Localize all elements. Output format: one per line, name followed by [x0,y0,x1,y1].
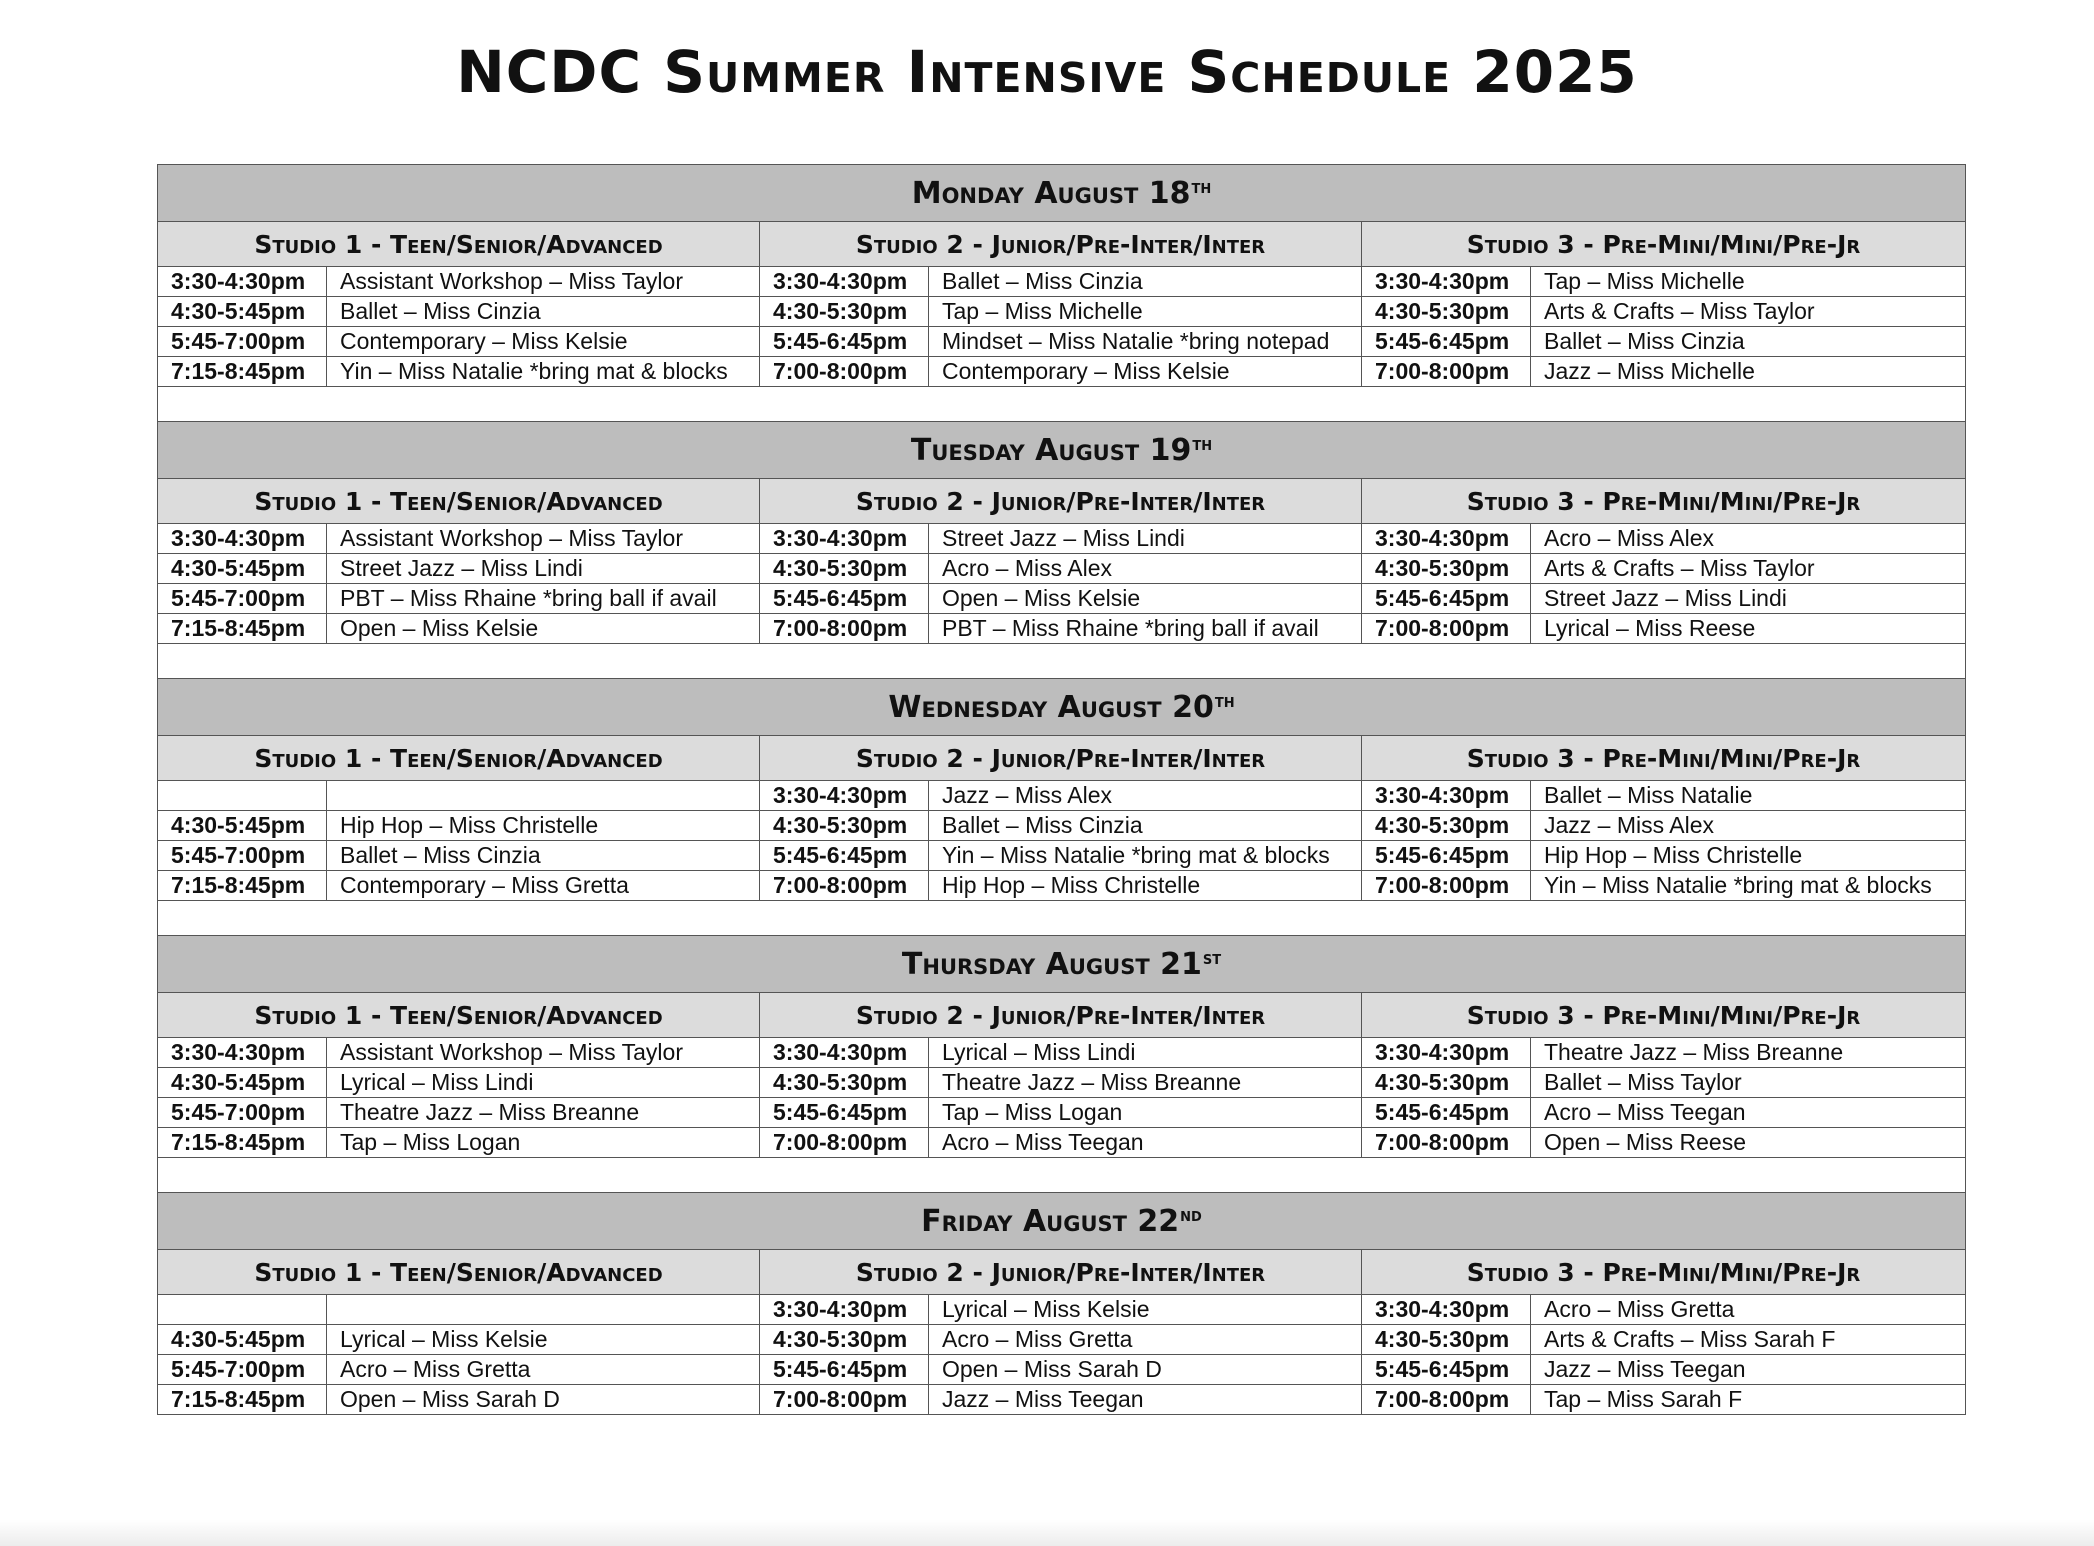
class-time: 3:30-4:30pm [1362,1295,1531,1325]
class-name: Ballet – Miss Natalie [1531,781,1966,811]
studio-header-row [158,1250,1966,1295]
class-name: Tap – Miss Michelle [1531,267,1966,297]
class-row [158,1295,1966,1325]
class-name: Contemporary – Miss Gretta [327,871,760,901]
studio-header-3: Studio 3 - Pre-Mini/Mini/Pre-Jr [1362,736,1966,781]
class-name: Yin – Miss Natalie *bring mat & blocks [327,357,760,387]
class-time: 5:45-6:45pm [1362,327,1531,357]
class-name: Arts & Crafts – Miss Taylor [1531,554,1966,584]
day-header [158,1193,1966,1250]
class-name: Assistant Workshop – Miss Taylor [327,524,760,554]
class-name: Ballet – Miss Cinzia [327,297,760,327]
class-name: Arts & Crafts – Miss Taylor [1531,297,1966,327]
class-time: 4:30-5:30pm [760,1068,929,1098]
class-name: Acro – Miss Gretta [1531,1295,1966,1325]
class-time: 5:45-6:45pm [1362,1355,1531,1385]
class-name: Mindset – Miss Natalie *bring notepad [929,327,1362,357]
studio-header-1: Studio 1 - Teen/Senior/Advanced [158,1250,760,1295]
day-header [158,936,1966,993]
class-time: 5:45-7:00pm [158,1098,327,1128]
class-row [158,524,1966,554]
day-header-row [158,936,1966,993]
studio-header-2: Studio 2 - Junior/Pre-Inter/Inter [760,222,1362,267]
class-time: 5:45-6:45pm [760,1098,929,1128]
day-spacer-row [158,901,1966,936]
studio-header-2: Studio 2 - Junior/Pre-Inter/Inter [760,993,1362,1038]
class-name: Lyrical – Miss Reese [1531,614,1966,644]
class-time: 4:30-5:45pm [158,1325,327,1355]
class-row [158,614,1966,644]
class-time: 5:45-6:45pm [760,1355,929,1385]
studio-header-2: Studio 2 - Junior/Pre-Inter/Inter [760,479,1362,524]
class-name: Jazz – Miss Alex [1531,811,1966,841]
class-time: 5:45-6:45pm [760,841,929,871]
class-name: Street Jazz – Miss Lindi [929,524,1362,554]
class-name: Lyrical – Miss Kelsie [327,1325,760,1355]
class-row [158,1128,1966,1158]
class-name: Ballet – Miss Cinzia [1531,327,1966,357]
studio-header-row [158,479,1966,524]
class-time: 5:45-7:00pm [158,584,327,614]
day-spacer [158,387,1966,422]
class-time: 7:00-8:00pm [760,1128,929,1158]
class-time: 4:30-5:45pm [158,811,327,841]
class-name [327,781,760,811]
class-time: 3:30-4:30pm [1362,524,1531,554]
class-time: 4:30-5:45pm [158,297,327,327]
class-time: 4:30-5:30pm [1362,554,1531,584]
class-time: 7:00-8:00pm [760,614,929,644]
class-name: PBT – Miss Rhaine *bring ball if avail [327,584,760,614]
day-label: Tuesday August 19 [910,432,1192,468]
day-header [158,165,1966,222]
class-name: Ballet – Miss Taylor [1531,1068,1966,1098]
class-name: Ballet – Miss Cinzia [929,267,1362,297]
day-label: Friday August 22 [921,1203,1180,1239]
page-title: NCDC Summer Intensive Schedule 2025 [456,38,1638,106]
class-time: 7:00-8:00pm [1362,614,1531,644]
class-name: Jazz – Miss Michelle [1531,357,1966,387]
day-header-row [158,165,1966,222]
class-name: Assistant Workshop – Miss Taylor [327,1038,760,1068]
class-time [158,1295,327,1325]
day-spacer [158,1158,1966,1193]
class-time: 4:30-5:45pm [158,554,327,584]
class-time: 3:30-4:30pm [1362,267,1531,297]
class-time: 3:30-4:30pm [1362,1038,1531,1068]
day-spacer-row [158,387,1966,422]
class-row [158,781,1966,811]
day-header-row [158,422,1966,479]
day-ordinal-suffix: th [1191,176,1212,198]
class-time: 7:00-8:00pm [760,357,929,387]
class-time: 4:30-5:30pm [760,297,929,327]
class-time: 3:30-4:30pm [158,1038,327,1068]
class-time: 3:30-4:30pm [158,267,327,297]
class-name: Open – Miss Kelsie [327,614,760,644]
class-name: Theatre Jazz – Miss Breanne [929,1068,1362,1098]
class-time: 7:00-8:00pm [760,871,929,901]
studio-header-3: Studio 3 - Pre-Mini/Mini/Pre-Jr [1362,222,1966,267]
day-header [158,422,1966,479]
class-row [158,811,1966,841]
class-time: 7:15-8:45pm [158,1385,327,1415]
class-time: 5:45-6:45pm [1362,841,1531,871]
day-spacer [158,901,1966,936]
class-row [158,1355,1966,1385]
class-row [158,1385,1966,1415]
class-time [158,781,327,811]
class-time: 3:30-4:30pm [760,267,929,297]
class-time: 4:30-5:30pm [1362,1325,1531,1355]
class-time: 7:00-8:00pm [760,1385,929,1415]
class-name: Open – Miss Reese [1531,1128,1966,1158]
class-time: 7:00-8:00pm [1362,1128,1531,1158]
class-name: Hip Hop – Miss Christelle [929,871,1362,901]
class-time: 4:30-5:30pm [1362,811,1531,841]
studio-header-2: Studio 2 - Junior/Pre-Inter/Inter [760,736,1362,781]
class-time: 7:00-8:00pm [1362,871,1531,901]
class-time: 5:45-7:00pm [158,327,327,357]
class-name: Tap – Miss Sarah F [1531,1385,1966,1415]
class-time: 4:30-5:30pm [1362,1068,1531,1098]
class-name: Jazz – Miss Teegan [1531,1355,1966,1385]
class-time: 7:15-8:45pm [158,1128,327,1158]
day-header [158,679,1966,736]
class-name: Acro – Miss Teegan [929,1128,1362,1158]
studio-header-1: Studio 1 - Teen/Senior/Advanced [158,736,760,781]
page-bottom-edge [0,1520,2094,1546]
class-name: Acro – Miss Gretta [327,1355,760,1385]
day-spacer [158,644,1966,679]
class-time: 3:30-4:30pm [760,524,929,554]
class-name: Contemporary – Miss Kelsie [327,327,760,357]
class-name: Hip Hop – Miss Christelle [1531,841,1966,871]
class-name: Theatre Jazz – Miss Breanne [327,1098,760,1128]
class-name: Yin – Miss Natalie *bring mat & blocks [1531,871,1966,901]
class-time: 5:45-7:00pm [158,1355,327,1385]
class-name: Acro – Miss Alex [929,554,1362,584]
day-spacer-row [158,1158,1966,1193]
class-name: Assistant Workshop – Miss Taylor [327,267,760,297]
studio-header-3: Studio 3 - Pre-Mini/Mini/Pre-Jr [1362,479,1966,524]
class-name: Jazz – Miss Teegan [929,1385,1362,1415]
class-time: 3:30-4:30pm [1362,781,1531,811]
class-row [158,297,1966,327]
class-row [158,584,1966,614]
class-time: 3:30-4:30pm [158,524,327,554]
class-time: 3:30-4:30pm [760,1038,929,1068]
studio-header-row [158,736,1966,781]
studio-header-1: Studio 1 - Teen/Senior/Advanced [158,993,760,1038]
class-time: 4:30-5:30pm [760,554,929,584]
class-row [158,1038,1966,1068]
class-row [158,554,1966,584]
class-row [158,1068,1966,1098]
class-name: Lyrical – Miss Lindi [929,1038,1362,1068]
day-header-row [158,679,1966,736]
class-name: Street Jazz – Miss Lindi [327,554,760,584]
class-name: Street Jazz – Miss Lindi [1531,584,1966,614]
class-row [158,1325,1966,1355]
class-time: 7:00-8:00pm [1362,1385,1531,1415]
day-spacer-row [158,644,1966,679]
class-time: 7:15-8:45pm [158,614,327,644]
day-label: Thursday August 21 [901,946,1202,982]
day-ordinal-suffix: st [1202,947,1222,969]
class-name: Tap – Miss Michelle [929,297,1362,327]
class-row [158,327,1966,357]
class-name: Open – Miss Sarah D [929,1355,1362,1385]
class-name: PBT – Miss Rhaine *bring ball if avail [929,614,1362,644]
class-time: 4:30-5:30pm [1362,297,1531,327]
class-time: 5:45-6:45pm [1362,1098,1531,1128]
day-ordinal-suffix: th [1214,690,1235,712]
class-name: Tap – Miss Logan [327,1128,760,1158]
class-time: 5:45-6:45pm [1362,584,1531,614]
studio-header-row [158,993,1966,1038]
studio-header-3: Studio 3 - Pre-Mini/Mini/Pre-Jr [1362,993,1966,1038]
studio-header-1: Studio 1 - Teen/Senior/Advanced [158,479,760,524]
class-time: 7:00-8:00pm [1362,357,1531,387]
class-name: Theatre Jazz – Miss Breanne [1531,1038,1966,1068]
class-time: 7:15-8:45pm [158,871,327,901]
class-name: Yin – Miss Natalie *bring mat & blocks [929,841,1362,871]
class-name: Open – Miss Kelsie [929,584,1362,614]
class-row [158,841,1966,871]
class-row [158,1098,1966,1128]
studio-header-3: Studio 3 - Pre-Mini/Mini/Pre-Jr [1362,1250,1966,1295]
class-name [327,1295,760,1325]
class-name: Lyrical – Miss Lindi [327,1068,760,1098]
class-name: Hip Hop – Miss Christelle [327,811,760,841]
day-label: Monday August 18 [911,175,1191,211]
class-name: Acro – Miss Teegan [1531,1098,1966,1128]
class-name: Jazz – Miss Alex [929,781,1362,811]
class-time: 5:45-7:00pm [158,841,327,871]
class-time: 4:30-5:45pm [158,1068,327,1098]
class-name: Ballet – Miss Cinzia [327,841,760,871]
class-row [158,871,1966,901]
studio-header-row [158,222,1966,267]
day-header-row [158,1193,1966,1250]
class-name: Arts & Crafts – Miss Sarah F [1531,1325,1966,1355]
day-ordinal-suffix: th [1192,433,1213,455]
class-time: 4:30-5:30pm [760,1325,929,1355]
class-time: 4:30-5:30pm [760,811,929,841]
class-name: Lyrical – Miss Kelsie [929,1295,1362,1325]
class-name: Open – Miss Sarah D [327,1385,760,1415]
studio-header-1: Studio 1 - Teen/Senior/Advanced [158,222,760,267]
class-name: Acro – Miss Gretta [929,1325,1362,1355]
day-ordinal-suffix: nd [1180,1204,1202,1226]
class-time: 5:45-6:45pm [760,584,929,614]
day-label: Wednesday August 20 [888,689,1214,725]
schedule-table [157,164,1966,1415]
class-name: Contemporary – Miss Kelsie [929,357,1362,387]
class-name: Acro – Miss Alex [1531,524,1966,554]
studio-header-2: Studio 2 - Junior/Pre-Inter/Inter [760,1250,1362,1295]
class-row [158,267,1966,297]
class-time: 5:45-6:45pm [760,327,929,357]
class-time: 7:15-8:45pm [158,357,327,387]
class-row [158,357,1966,387]
class-name: Ballet – Miss Cinzia [929,811,1362,841]
class-time: 3:30-4:30pm [760,1295,929,1325]
class-time: 3:30-4:30pm [760,781,929,811]
class-name: Tap – Miss Logan [929,1098,1362,1128]
